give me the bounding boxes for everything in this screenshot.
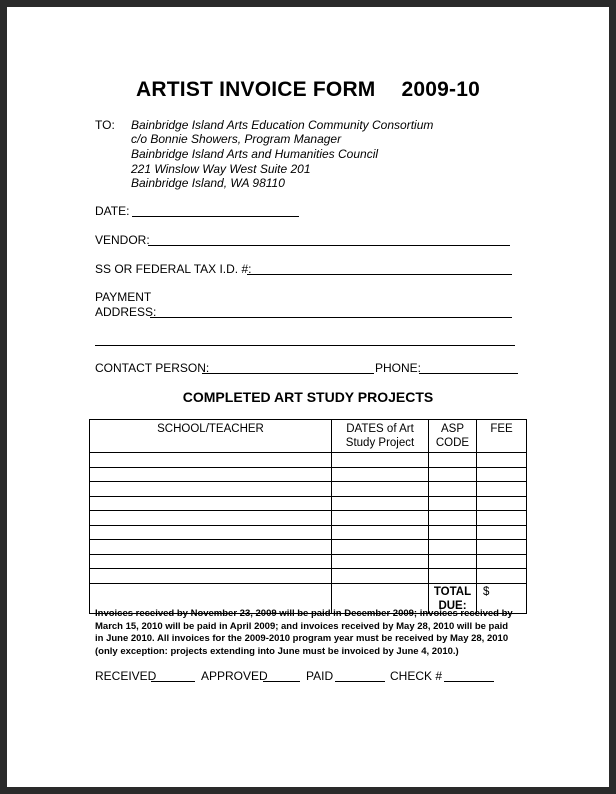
asp-header-line2: CODE bbox=[435, 437, 470, 449]
table-cell[interactable] bbox=[90, 482, 332, 497]
total-label-line1: TOTAL bbox=[433, 585, 472, 598]
table-row bbox=[90, 511, 527, 526]
table-cell[interactable] bbox=[477, 569, 527, 584]
form-title-year: 2009-10 bbox=[401, 78, 480, 101]
table-cell[interactable] bbox=[429, 511, 477, 526]
table-cell[interactable] bbox=[332, 496, 429, 511]
table-header-row bbox=[90, 420, 527, 453]
payment-schedule-notice: Invoices received by November 23, 2009 will be paid in December 2009; invoices received by March 15, 2010 will be paid in April 2009; and invoices received by May 28, 2010 will be paid in June 2010. All invoices for the 2009-2010 program year must be received by May 28, 2010 (only exception: projects extending into June must be invoiced by June 4, 2010.) bbox=[95, 608, 513, 657]
table-cell[interactable] bbox=[332, 554, 429, 569]
vendor-field[interactable] bbox=[148, 245, 510, 246]
fee-header bbox=[477, 420, 527, 453]
contact-label: CONTACT PERSON: bbox=[95, 361, 210, 375]
received-label: RECEIVED bbox=[95, 669, 157, 683]
approved-field[interactable] bbox=[263, 681, 300, 682]
table-cell[interactable] bbox=[332, 467, 429, 482]
table-row bbox=[90, 525, 527, 540]
address-label: ADDRESS: bbox=[95, 305, 157, 319]
table-cell[interactable] bbox=[332, 525, 429, 540]
table-cell[interactable] bbox=[90, 496, 332, 511]
school-teacher-header bbox=[90, 420, 332, 453]
table-row bbox=[90, 482, 527, 497]
address-line: 221 Winslow Way West Suite 201 bbox=[131, 162, 311, 176]
table-row bbox=[90, 467, 527, 482]
table-cell[interactable] bbox=[332, 540, 429, 555]
check-number-label: CHECK # bbox=[390, 669, 443, 683]
form-title bbox=[0, 78, 616, 102]
table-cell[interactable] bbox=[332, 482, 429, 497]
table-cell[interactable] bbox=[477, 525, 527, 540]
table-row bbox=[90, 569, 527, 584]
table-cell[interactable] bbox=[90, 540, 332, 555]
dates-header-line1: DATES of Art bbox=[346, 423, 414, 435]
phone-label: PHONE: bbox=[375, 361, 422, 375]
school-teacher-header-text: SCHOOL/TEACHER bbox=[157, 423, 264, 435]
table-cell[interactable] bbox=[429, 453, 477, 468]
paid-label: PAID bbox=[306, 669, 334, 683]
table-cell[interactable] bbox=[477, 496, 527, 511]
fee-header-text: FEE bbox=[490, 423, 513, 435]
table-row bbox=[90, 554, 527, 569]
table-row bbox=[90, 453, 527, 468]
contact-field[interactable] bbox=[202, 373, 374, 374]
check-number-field[interactable] bbox=[444, 681, 494, 682]
table-cell[interactable] bbox=[90, 569, 332, 584]
payment-address-field-2[interactable] bbox=[95, 345, 515, 346]
table-cell[interactable] bbox=[429, 540, 477, 555]
table-row bbox=[90, 540, 527, 555]
table-cell[interactable] bbox=[90, 554, 332, 569]
table-cell[interactable] bbox=[477, 482, 527, 497]
total-label-line2: DUE: bbox=[438, 599, 467, 612]
tax-id-label: SS OR FEDERAL TAX I.D. #: bbox=[95, 262, 252, 276]
table-cell[interactable] bbox=[90, 525, 332, 540]
table-cell[interactable] bbox=[477, 540, 527, 555]
phone-field[interactable] bbox=[419, 373, 518, 374]
table-cell[interactable] bbox=[429, 525, 477, 540]
table-cell[interactable] bbox=[477, 554, 527, 569]
table-row bbox=[90, 496, 527, 511]
table-cell[interactable] bbox=[477, 511, 527, 526]
table-cell[interactable] bbox=[332, 453, 429, 468]
date-field[interactable] bbox=[132, 216, 299, 217]
dates-header-line2: Study Project bbox=[345, 437, 415, 449]
address-line: c/o Bonnie Showers, Program Manager bbox=[131, 132, 342, 146]
table-cell[interactable] bbox=[477, 453, 527, 468]
asp-code-header bbox=[429, 420, 477, 453]
section-title: COMPLETED ART STUDY PROJECTS bbox=[182, 389, 434, 405]
approved-label: APPROVED bbox=[201, 669, 268, 683]
asp-header-line1: ASP bbox=[440, 423, 464, 435]
table-cell[interactable] bbox=[90, 467, 332, 482]
payment-address-field[interactable] bbox=[150, 317, 512, 318]
table-cell[interactable] bbox=[429, 467, 477, 482]
to-label: TO: bbox=[95, 118, 115, 132]
projects-table bbox=[89, 419, 527, 614]
payment-label: PAYMENT bbox=[95, 290, 152, 304]
table-cell[interactable] bbox=[429, 569, 477, 584]
address-line: Bainbridge Island Arts and Humanities Council bbox=[131, 147, 379, 161]
dates-header bbox=[332, 420, 429, 453]
paid-field[interactable] bbox=[335, 681, 385, 682]
tax-id-field[interactable] bbox=[247, 274, 512, 275]
table-cell[interactable] bbox=[90, 453, 332, 468]
table-cell[interactable] bbox=[332, 511, 429, 526]
received-field[interactable] bbox=[151, 681, 195, 682]
date-label: DATE: bbox=[95, 204, 130, 218]
currency-symbol: $ bbox=[483, 585, 490, 598]
address-line: Bainbridge Island, WA 98110 bbox=[131, 176, 285, 190]
form-title-text: ARTIST INVOICE FORM bbox=[136, 78, 376, 101]
table-cell[interactable] bbox=[477, 467, 527, 482]
vendor-label: VENDOR: bbox=[95, 233, 150, 247]
table-cell[interactable] bbox=[429, 482, 477, 497]
table-cell[interactable] bbox=[429, 554, 477, 569]
table-cell[interactable] bbox=[90, 511, 332, 526]
table-cell[interactable] bbox=[429, 496, 477, 511]
table-cell[interactable] bbox=[332, 569, 429, 584]
address-line: Bainbridge Island Arts Education Community Consortium bbox=[131, 118, 434, 132]
